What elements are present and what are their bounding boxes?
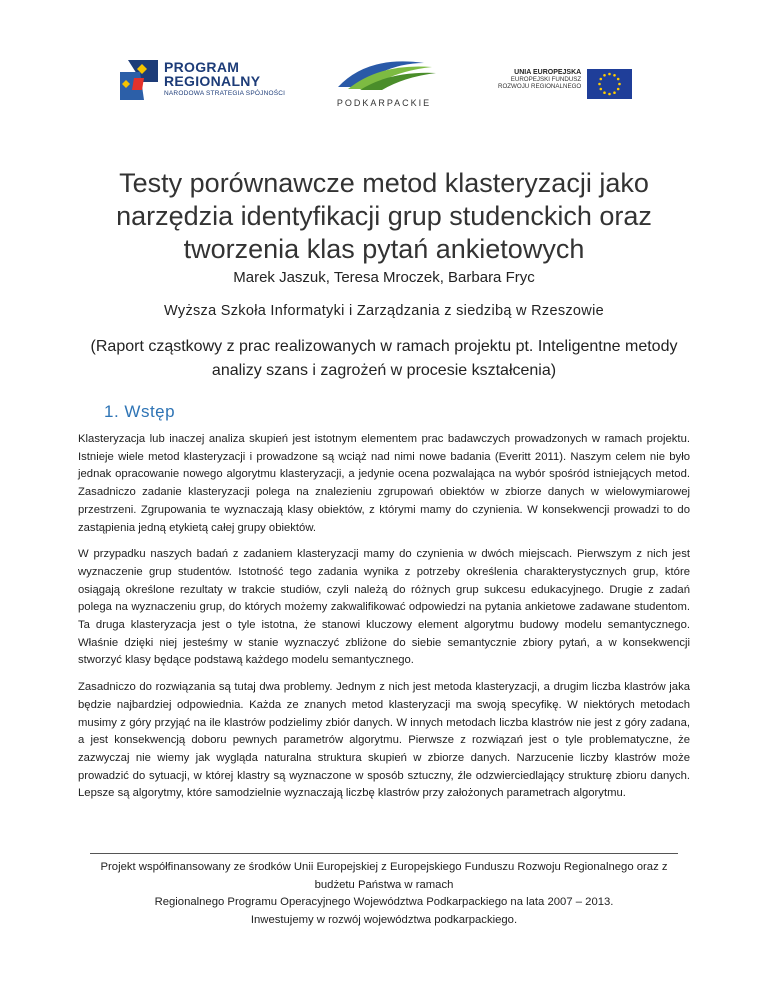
footer-divider	[90, 853, 678, 854]
podkarpackie-hills-icon	[328, 57, 440, 91]
program-logo-line1: PROGRAM	[164, 59, 240, 75]
podkarpackie-logo-text: PODKARPACKIE	[336, 98, 432, 108]
program-regionalny-logo	[120, 60, 285, 100]
eu-logo	[498, 69, 632, 99]
report-note: (Raport cząstkowy z prac realizowanych w ramach projektu pt. Inteligentne metody analizy szans i zagrożeń w procesie kształcenia)	[90, 338, 678, 379]
paragraph: Zasadniczo do rozwiązania są tutaj dwa problemy. Jednym z nich jest metoda klasteryzacji, a drugim liczba klastrów jaka będzie najbardziej odpowiednia. Każda ze znanych metod klasteryzacji ma swoją specyfikę. W niektórych metodach musimy z góry przyjąć na ile klastrów podzielimy zbiór danych. W innych metodach liczba klastrów nie jest z góry zadana, a jest konsekwencją doboru pewnych parametrów algorytmu. Pierwsze z rozwiązań jest o tyle problematyczne, że zazwyczaj nie wiemy jak wygląda naturalna struktura skupień w zbiorze danych. Narzucenie liczby klastrów może prowadzić do sytuacji, w której klastry są wyznaczone w sposób sztuczny, źle odzwierciedlający strukturę zbioru danych. Lepsze są algorytmy, które samodzielnie wyznaczają liczbę klastrów przy założonych parametrach algorytmu.	[78, 681, 690, 800]
footer-line: Inwestujemy w rozwój województwa podkarpackiego.	[250, 913, 518, 926]
program-logo-line2: REGIONALNY	[164, 73, 261, 89]
institution: Wyższa Szkoła Informatyki i Zarządzania z siedzibą w Rzeszowie	[164, 303, 604, 319]
section-body	[78, 431, 690, 812]
footer	[90, 859, 678, 929]
footer-line: Regionalnego Programu Operacyjnego Województwa Podkarpackiego na lata 2007 – 2013.	[154, 896, 614, 908]
section-heading: 1. Wstęp	[104, 402, 176, 421]
footer-line: Projekt współfinansowany ze środków Unii Europejskiej z Europejskiego Funduszu Rozwoju Regionalnego oraz z budżetu Państwa w ramach	[100, 861, 668, 891]
program-logo-line3: NARODOWA STRATEGIA SPÓJNOŚCI	[164, 90, 286, 97]
program-regionalny-emblem-icon	[120, 60, 158, 100]
eu-flag-icon	[587, 69, 632, 99]
document-title: Testy porównawcze metod klasteryzacji jako narzędzia identyfikacji grup studenckich oraz tworzenia klas pytań ankietowych	[116, 168, 652, 264]
authors: Marek Jaszuk, Teresa Mroczek, Barbara Fryc	[233, 269, 535, 286]
eu-logo-line3: ROZWOJU REGIONALNEGO	[498, 82, 582, 90]
eu-logo-line2: EUROPEJSKI FUNDUSZ	[510, 75, 582, 83]
logo-bar	[0, 55, 768, 115]
paragraph: W przypadku naszych badań z zadaniem klasteryzacji mamy do czynienia w dwóch miejscach. Pierwszym z nich jest wyznaczenie grup studentów. Istotność tego zadania wynika z potrzeby określenia charakterystycznych grup, które osiągają określone rezultaty w trakcie studiów, czyli należą do różnych grup sukcesu edukacyjnego. Drugie z zadań polega na wyznaczeniu grup, do których możemy zakwalifikować odpowiedzi na pytania ankietowe zadawane studentom. Ta druga klasteryzacja jest o tyle istotna, że stanowi kluczowy element algorytmu budowy modelu semantycznego. Właśnie dzięki niej jesteśmy w stanie wyznaczyć zbliżone do siebie semantycznie zbiory pytań, a w konsekwencji stworzyć klasy będące podstawą każdego modelu semantycznego.	[78, 548, 690, 667]
podkarpackie-logo	[328, 57, 440, 108]
paragraph: Klasteryzacja lub inaczej analiza skupień jest istotnym elementem prac badawczych prowadzonych w ramach projektu. Istnieje wiele metod klasteryzacji i prowadzone są wciąż nad nimi nowe badania (Everitt 2011). Naszym celem nie było jednak opracowanie nowego algorytmu klasteryzacji, a jedynie ocena pozwalająca na wybór spośród istniejących metod. Zasadniczo zadanie klasteryzacji polega na znalezieniu zgrupowań obiektów w zbiorze danych w wielowymiarowej przestrzeni. Zgrupowania te wyznaczają klasy obiektów, z którymi mamy do czynienia. W konsekwencji prowadzi to do zastąpienia jedną etykietą całej grupy obiektów.	[78, 433, 690, 534]
eu-logo-line1: UNIA EUROPEJSKA	[514, 69, 582, 76]
